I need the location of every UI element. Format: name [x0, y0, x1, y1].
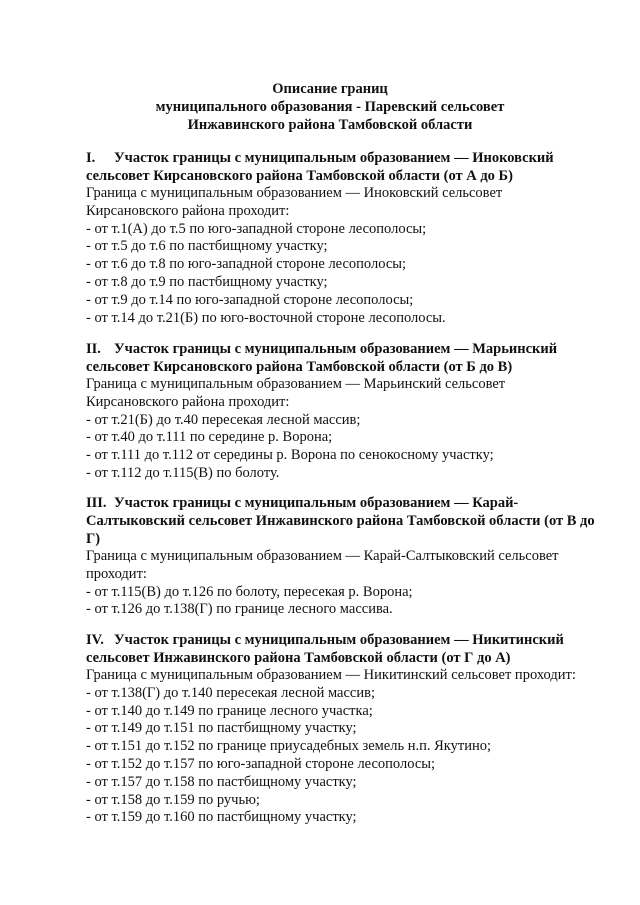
boundary-item: - от т.14 до т.21(Б) по юго-восточной стороне лесополосы.: [86, 309, 446, 326]
section-1: [86, 149, 606, 327]
boundary-item: - от т.138(Г) до т.140 пересекая лесной массив;: [86, 684, 375, 701]
section-2: [86, 340, 606, 483]
section-number: III.: [86, 495, 107, 511]
boundary-item: - от т.40 до т.111 по середине р. Ворона;: [86, 429, 333, 446]
boundary-item: - от т.157 до т.158 по пастбищному участку;: [86, 773, 357, 790]
section-number: IV.: [86, 632, 104, 648]
section-heading: [86, 149, 606, 185]
section-intro-line: Кирсановского района проходит:: [86, 202, 290, 219]
boundary-item: - от т.5 до т.6 по пастбищному участку;: [86, 238, 328, 255]
section-intro-line: Кирсановского района проходит:: [86, 393, 290, 410]
section-intro-line: Граница с муниципальным образованием — Никитинский сельсовет проходит:: [86, 667, 576, 683]
boundary-item: - от т.8 до т.9 по пастбищному участку;: [86, 273, 328, 290]
boundary-item: - от т.6 до т.8 по юго-западной стороне лесополосы;: [86, 256, 407, 273]
section-intro-line: Граница с муниципальным образованием — Карай-Салтыковский сельсовет: [86, 548, 559, 564]
boundary-item: - от т.149 до т.151 по пастбищному участку;: [86, 720, 357, 737]
boundary-item: - от т.126 до т.138(Г) по границе лесного массива.: [86, 601, 393, 618]
section-3: [86, 494, 606, 619]
boundary-item: - от т.151 до т.152 по границе приусадебных земель н.п. Якутино;: [86, 738, 492, 755]
boundary-item: - от т.115(В) до т.126 по болоту, пересекая р. Ворона;: [86, 583, 413, 600]
section-4: [86, 631, 606, 827]
section-heading-text: Участок границы с муниципальным образованием — Марьинский сельсовет Кирсановского района Тамбовской области (от Б до В): [86, 341, 558, 375]
title-line-1: Описание границ: [272, 81, 388, 97]
section-heading-text: Участок границы с муниципальным образованием — Никитинский сельсовет Инжавинского района Тамбовской области (от Г до А): [86, 632, 564, 666]
section-number: I.: [86, 150, 96, 166]
section-intro-line: проходит:: [86, 565, 147, 582]
boundary-item: - от т.1(А) до т.5 по юго-западной стороне лесополосы;: [86, 220, 427, 237]
boundary-item: - от т.158 до т.159 по ручью;: [86, 791, 260, 808]
section-heading-text: Участок границы с муниципальным образованием — Иноковский сельсовет Кирсановского района Тамбовской области (от А до Б): [86, 150, 554, 184]
boundary-item: - от т.21(Б) до т.40 пересекая лесной массив;: [86, 411, 361, 428]
section-number: II.: [86, 341, 101, 357]
boundary-item: - от т.9 до т.14 по юго-западной стороне лесополосы;: [86, 291, 414, 308]
boundary-item: - от т.159 до т.160 по пастбищному участку;: [86, 809, 357, 826]
boundary-item: - от т.152 до т.157 по юго-западной стороне лесополосы;: [86, 755, 436, 772]
document-title: [80, 80, 580, 134]
section-heading: [86, 340, 606, 376]
section-intro-line: Граница с муниципальным образованием — Марьинский сельсовет: [86, 376, 506, 392]
boundary-item: - от т.140 до т.149 по границе лесного участка;: [86, 702, 373, 719]
section-heading: [86, 631, 606, 667]
section-heading: [86, 494, 606, 548]
title-line-3: Инжавинского района Тамбовской области: [187, 117, 473, 133]
section-heading-text: Участок границы с муниципальным образованием — Карай-Салтыковский сельсовет Инжавинского района Тамбовской области (от В до Г): [86, 495, 595, 547]
boundary-item: - от т.111 до т.112 от середины р. Ворона по сенокосному участку;: [86, 447, 494, 464]
boundary-item: - от т.112 до т.115(В) по болоту.: [86, 464, 280, 481]
title-line-2: муниципального образования - Паревский сельсовет: [155, 99, 505, 115]
section-intro-line: Граница с муниципальным образованием — Иноковский сельсовет: [86, 185, 503, 201]
